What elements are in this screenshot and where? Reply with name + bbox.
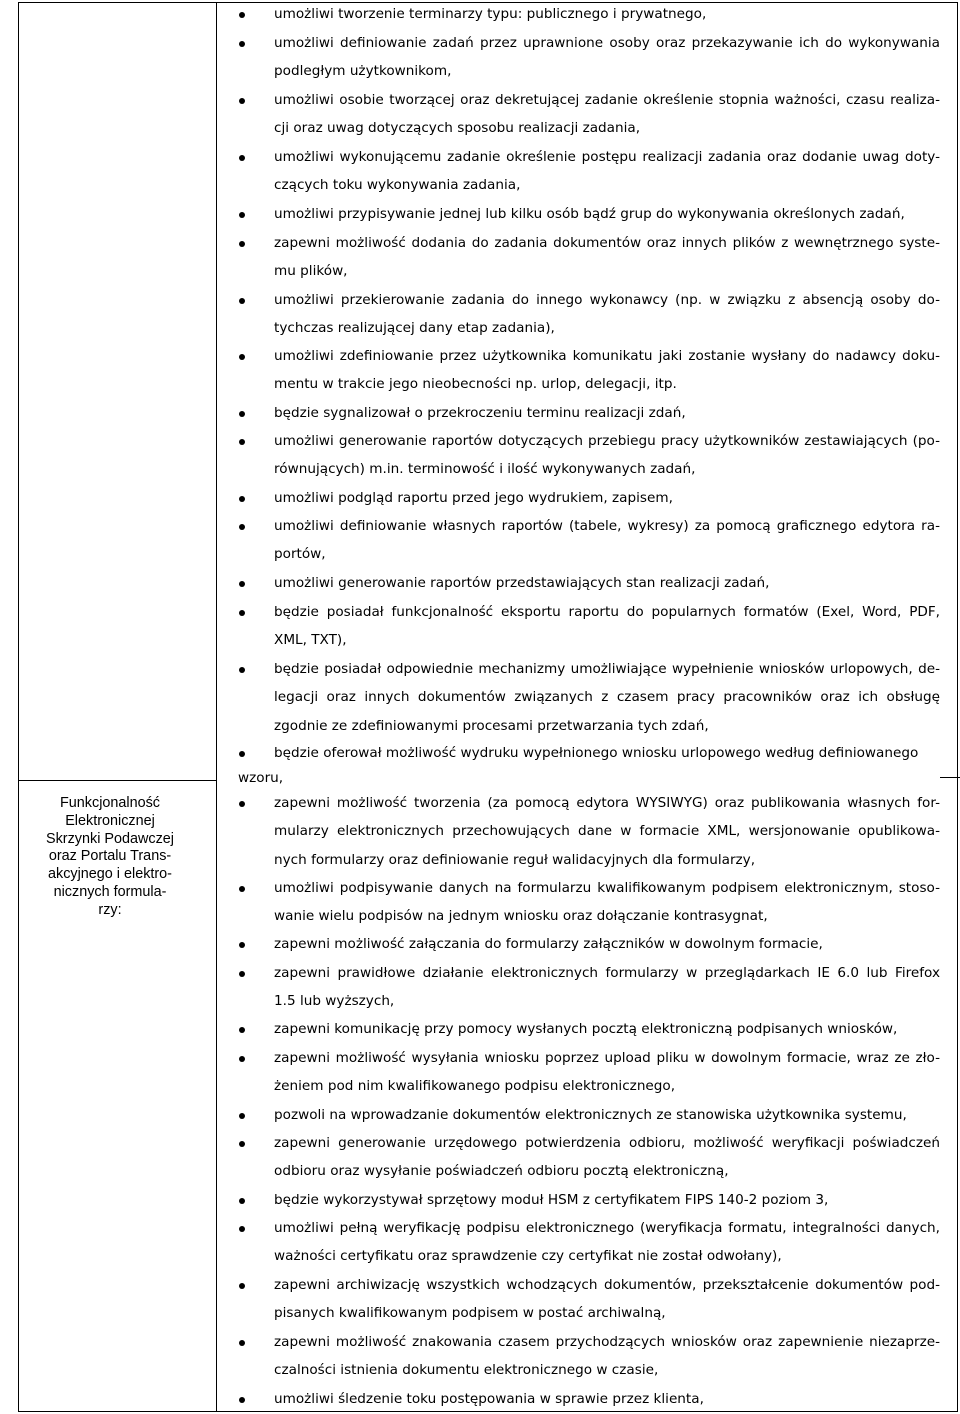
- bullet-icon: [239, 1226, 245, 1232]
- list-item-line: zapewni prawidłowe działanie elektronicznych formularzy w przeglądarkach IE 6.0 lub Firefox: [274, 965, 940, 981]
- section-label-line: oraz Portalu Trans-: [48, 848, 172, 865]
- bullet-icon: [239, 354, 245, 360]
- list-item-line: zapewni komunikację przy pomocy wysłanych pocztą elektroniczną podpisanych wniosków,: [274, 1021, 898, 1037]
- list-item-line: równujących) m.in. terminowość i ilość wykonywanych zadań,: [274, 461, 696, 478]
- list-item-line: zapewni możliwość tworzenia (za pomocą edytora WYSIWYG) oraz publikowania własnych for-: [274, 795, 940, 811]
- bullet-icon: [239, 1056, 245, 1062]
- bullet-icon: [239, 971, 245, 977]
- bullet-icon: [239, 1283, 245, 1289]
- list-item-line: XML, TXT),: [274, 632, 347, 649]
- section-label-line: akcyjnego i elektro-: [48, 866, 172, 883]
- section-label-line: Elektronicznej: [65, 812, 155, 829]
- bullet-icon: [239, 1198, 245, 1204]
- list-item-line: umożliwi podgląd raportu przed jego wydrukiem, zapisem,: [274, 490, 673, 506]
- list-item-line: umożliwi zdefiniowanie przez użytkownika komunikatu jaki zostanie wysłany do nadawcy doku-: [274, 348, 940, 364]
- list-item-line: umożliwi generowanie raportów przedstawiających stan realizacji zadań,: [274, 575, 770, 591]
- bullet-icon: [239, 1397, 245, 1403]
- bullet-icon: [239, 41, 245, 47]
- list-item-line: umożliwi generowanie raportów dotyczących przebiegu pracy użytkowników zestawiających (po-: [274, 433, 940, 449]
- section-label-line: nicznych formula-: [53, 883, 167, 900]
- list-item-line: będzie oferował możliwość wydruku wypełnionego wniosku urlopowego według definiowanego: [274, 745, 919, 761]
- list-item-line: zapewni generowanie urzędowego potwierdzenia odbioru, możliwość weryfikacji poświadczeń: [274, 1135, 940, 1151]
- bullet-icon: [239, 155, 245, 161]
- bullet-icon: [239, 610, 245, 616]
- list-item-line: cji oraz uwag dotyczących sposobu realizacji zadania,: [274, 120, 641, 137]
- list-item-line: mularzy elektronicznych przechowujących dane w formacie XML, wersjonowanie opublikowa-: [274, 823, 940, 840]
- section-label-line: rzy:: [98, 901, 122, 918]
- bullet-icon: [239, 801, 245, 807]
- list-item-line: mu plików,: [274, 263, 348, 280]
- bullet-icon: [239, 667, 245, 673]
- bullet-icon: [239, 886, 245, 892]
- list-item-line: będzie sygnalizował o przekroczeniu terminu realizacji zdań,: [274, 405, 686, 421]
- section-label-line: Funkcjonalność: [60, 795, 160, 811]
- list-item-line: zapewni możliwość wysyłania wniosku poprzez upload pliku w dowolnym formacie, wraz ze zło-: [274, 1050, 940, 1066]
- list-item-line: 1.5 lub wyższych,: [274, 993, 395, 1010]
- list-item-line: nych formularzy oraz definiowanie reguł walidacyjnych dla formularzy,: [274, 851, 756, 868]
- list-item-line: umożliwi tworzenie terminarzy typu: publicznego i prywatnego,: [274, 6, 707, 22]
- list-item-line: umożliwi definiowanie zadań przez uprawnione osoby oraz przekazywanie ich do wykonywania: [274, 35, 940, 51]
- list-item-line: zapewni możliwość załączania do formularzy załączników w dowolnym formacie,: [274, 936, 823, 952]
- list-item-line: zapewni możliwość dodania do zadania dokumentów oraz innych plików z wewnętrznego syste-: [274, 235, 940, 251]
- list-item-line: zapewni archiwizację wszystkich wchodzących dokumentów, przekształcenie dokumentów pod-: [274, 1277, 940, 1293]
- bullet-icon: [239, 496, 245, 502]
- bullet-icon: [239, 212, 245, 218]
- list-item-line: odbioru oraz wysyłanie poświadczeń odbioru pocztą elektroniczną,: [274, 1163, 729, 1180]
- bullet-icon: [239, 411, 245, 417]
- bullet-icon: [239, 581, 245, 587]
- list-item-line: umożliwi definiowanie własnych raportów (tabele, wykresy) za pomocą graficznego edytora ra-: [274, 518, 940, 534]
- bullet-icon: [239, 439, 245, 445]
- list-item-line: umożliwi przypisywanie jednej lub kilku osób bądź grup do wykonywania określonych zadań,: [274, 206, 905, 222]
- list-item-line: umożliwi wykonującemu zadanie określenie postępu realizacji zadania oraz dodanie uwag doty-: [274, 149, 940, 165]
- list-item-line: żeniem pod nim kwalifikowanego podpisu elektronicznego,: [274, 1078, 676, 1095]
- list-item-line: umożliwi przekierowanie zadania do innego wykonawcy (np. w związku z absencją osoby do-: [274, 292, 940, 308]
- section-label-line: Skrzynki Podawczej: [46, 830, 174, 847]
- list-item-line: pozwoli na wprowadzanie dokumentów elektronicznych ze stanowiska użytkownika systemu,: [274, 1107, 907, 1123]
- bullet-icon: [239, 1027, 245, 1033]
- list-item-line: będzie posiadał odpowiednie mechanizmy umożliwiające wypełnienie wniosków urlopowych, de-: [274, 661, 940, 677]
- list-item-line: umożliwi osobie tworzącej oraz dekretującej zadanie określenie stopnia ważności, czasu realiza-: [274, 92, 940, 108]
- list-item-line: będzie posiadał funkcjonalność eksportu raportu do popularnych formatów (Exel, Word, PDF,: [274, 604, 940, 620]
- list-item-line: będzie wykorzystywał sprzętowy moduł HSM z certyfikatem FIPS 140-2 poziom 3,: [274, 1192, 829, 1208]
- list-item-line: pisanych kwalifikowanym podpisem w postać archiwalną,: [274, 1305, 666, 1322]
- list-item-line: podległym użytkownikom,: [274, 63, 452, 80]
- bullet-icon: [239, 1340, 245, 1346]
- list-item-line: ważności certyfikatu oraz sprawdzenie czy certyfikat nie został odwołany),: [274, 1248, 782, 1265]
- bullet-icon: [239, 751, 245, 757]
- bullet-icon: [239, 241, 245, 247]
- list-item-line: czalności istnienia dokumentu elektronicznego w czasie,: [274, 1362, 659, 1379]
- list-item-line: zgodnie ze zdefiniowanymi procesami przetwarzania tych zdań,: [274, 717, 709, 734]
- wzoru-line: wzoru,: [238, 770, 284, 786]
- bullet-icon: [239, 1113, 245, 1119]
- list-item-line: umożliwi podpisywanie danych na formularzu kwalifikowanym podpisem elektronicznym, stoso-: [274, 880, 940, 896]
- list-item-line: portów,: [274, 546, 326, 563]
- bullet-icon: [239, 524, 245, 530]
- list-item-line: czących toku wykonywania zadania,: [274, 177, 521, 194]
- bullet-icon: [239, 12, 245, 18]
- list-item-line: wanie wielu podpisów na jednym wniosku oraz dołączanie kontrasygnat,: [274, 908, 768, 925]
- list-item-line: umożliwi pełną weryfikację podpisu elektronicznego (weryfikacja formatu, integralności danych,: [274, 1220, 940, 1236]
- list-item-line: mentu w trakcie jego nieobecności np. urlop, delegacji, itp.: [274, 376, 677, 393]
- list-item-line: umożliwi śledzenie toku postępowania w sprawie przez klienta,: [274, 1391, 704, 1407]
- bullet-icon: [239, 1141, 245, 1147]
- bullet-icon: [239, 98, 245, 104]
- list-item-line: legacji oraz innych dokumentów związanych z czasem pracy pracowników oraz ich obsługę: [274, 689, 940, 706]
- list-item-line: zapewni możliwość znakowania czasem przychodzących wniosków oraz zapewnienie niezaprze-: [274, 1334, 940, 1350]
- list-item-line: tychczas realizującej dany etap zadania),: [274, 320, 555, 337]
- bullet-icon: [239, 298, 245, 304]
- bullet-icon: [239, 942, 245, 948]
